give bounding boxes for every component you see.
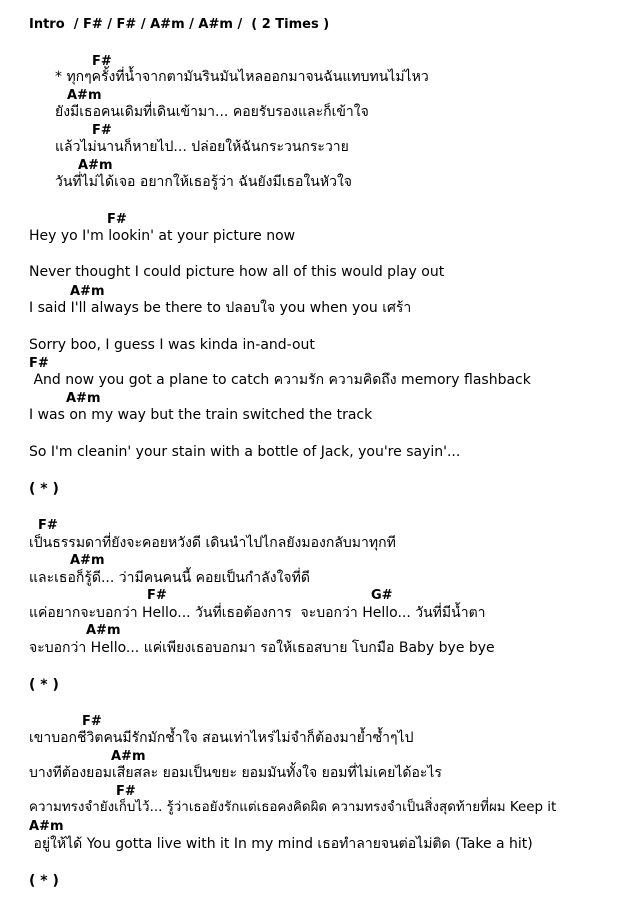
chord-label: F# (107, 212, 127, 227)
repeat-marker: ( * ) (29, 677, 59, 693)
lyric-line: I said I'll always be there to ปลอบใจ you when you เศร้า (29, 300, 412, 316)
chord-label: F# (29, 356, 49, 371)
chord-label: A#m (29, 819, 64, 834)
chord-label: G# (371, 588, 393, 603)
chord-label: F# (147, 588, 167, 603)
chord-label: A#m (70, 284, 105, 299)
lyric-line: แค่อยากจะบอกว่า Hello... วันที่เธอต้องการ จะบอกว่า Hello... วันที่มีน้ำตา (29, 605, 486, 621)
lyric-line: เขาบอกชีวิตคนมีรักมักช้ำใจ สอนเท่าไหร่ไม่จำก็ต้องมาย้ำซ้ำๆไป (29, 730, 414, 746)
chord-label: A#m (111, 749, 146, 764)
lyric-line: Hey yo I'm lookin' at your picture now (29, 228, 296, 244)
lyric-line: จะบอกว่า Hello... แค่เพียงเธอบอกมา รอให้เธอสบาย โบกมือ Baby bye bye (29, 640, 495, 656)
lyric-line: I was on my way but the train switched the track (29, 407, 373, 423)
chord-label: A#m (66, 391, 101, 406)
repeat-marker: ( * ) (29, 873, 59, 889)
lyric-line: วันที่ไม่ได้เจอ อยากให้เธอรู้ว่า ฉันยังมีเธอในหัวใจ (55, 174, 353, 190)
lyric-line: So I'm cleanin' your stain with a bottle of Jack, you're sayin'... (29, 444, 461, 460)
chord-label: A#m (70, 553, 105, 568)
lyric-line: แล้วไม่นานก็หายไป... ปล่อยให้ฉันกระวนกระวาย (55, 139, 349, 155)
chord-label: F# (92, 54, 112, 69)
repeat-marker: ( * ) (29, 481, 59, 497)
lyric-line: เป็นธรรมดาที่ยังจะคอยหวังดี เดินนำไปไกลยังมองกลับมาทุกที (29, 535, 396, 551)
chord-label: A#m (78, 158, 113, 173)
chord-label: F# (92, 123, 112, 138)
lyric-line: และเธอก็รู้ดี... ว่ามีคนคนนี้ คอยเป็นกำลังใจที่ดี (29, 570, 310, 586)
lyric-line: And now you got a plane to catch ความรัก ความคิดถึง memory flashback (29, 372, 531, 388)
chord-label: A#m (86, 623, 121, 638)
chord-label: F# (82, 714, 102, 729)
chord-label: F# (38, 518, 58, 533)
lyric-line: ความทรงจำยังเก็บไว้... รู้ว่าเธอยังรักแต่เธอคงคิดผิด ความทรงจำเป็นสิ่งสุดท้ายที่ผม Keep it (29, 800, 557, 815)
intro-line: Intro / F# / F# / A#m / A#m / ( 2 Times ) (29, 17, 330, 32)
lyric-line: Never thought I could picture how all of this would play out (29, 264, 445, 280)
chord-label: F# (116, 784, 136, 799)
lyric-line: บางทีต้องยอมเสียสละ ยอมเป็นขยะ ยอมมันทั้งใจ ยอมที่ไม่เคยได้อะไร (29, 765, 442, 781)
lyric-line: อยู่ให้ได้ You gotta live with it In my mind เธอทำลายจนต่อไม่ติด (Take a hit) (29, 836, 533, 852)
lyric-line: ยังมีเธอคนเดิมที่เดินเข้ามา... คอยรับรองและก็เข้าใจ (55, 104, 369, 120)
lyric-line: * ทุกๆครั้งที่น้ำจากตามันรินมันไหลออกมาจนฉันแทบทนไม่ไหว (55, 69, 429, 85)
chord-label: A#m (67, 88, 102, 103)
lyric-line: Sorry boo, I guess I was kinda in-and-out (29, 337, 315, 353)
